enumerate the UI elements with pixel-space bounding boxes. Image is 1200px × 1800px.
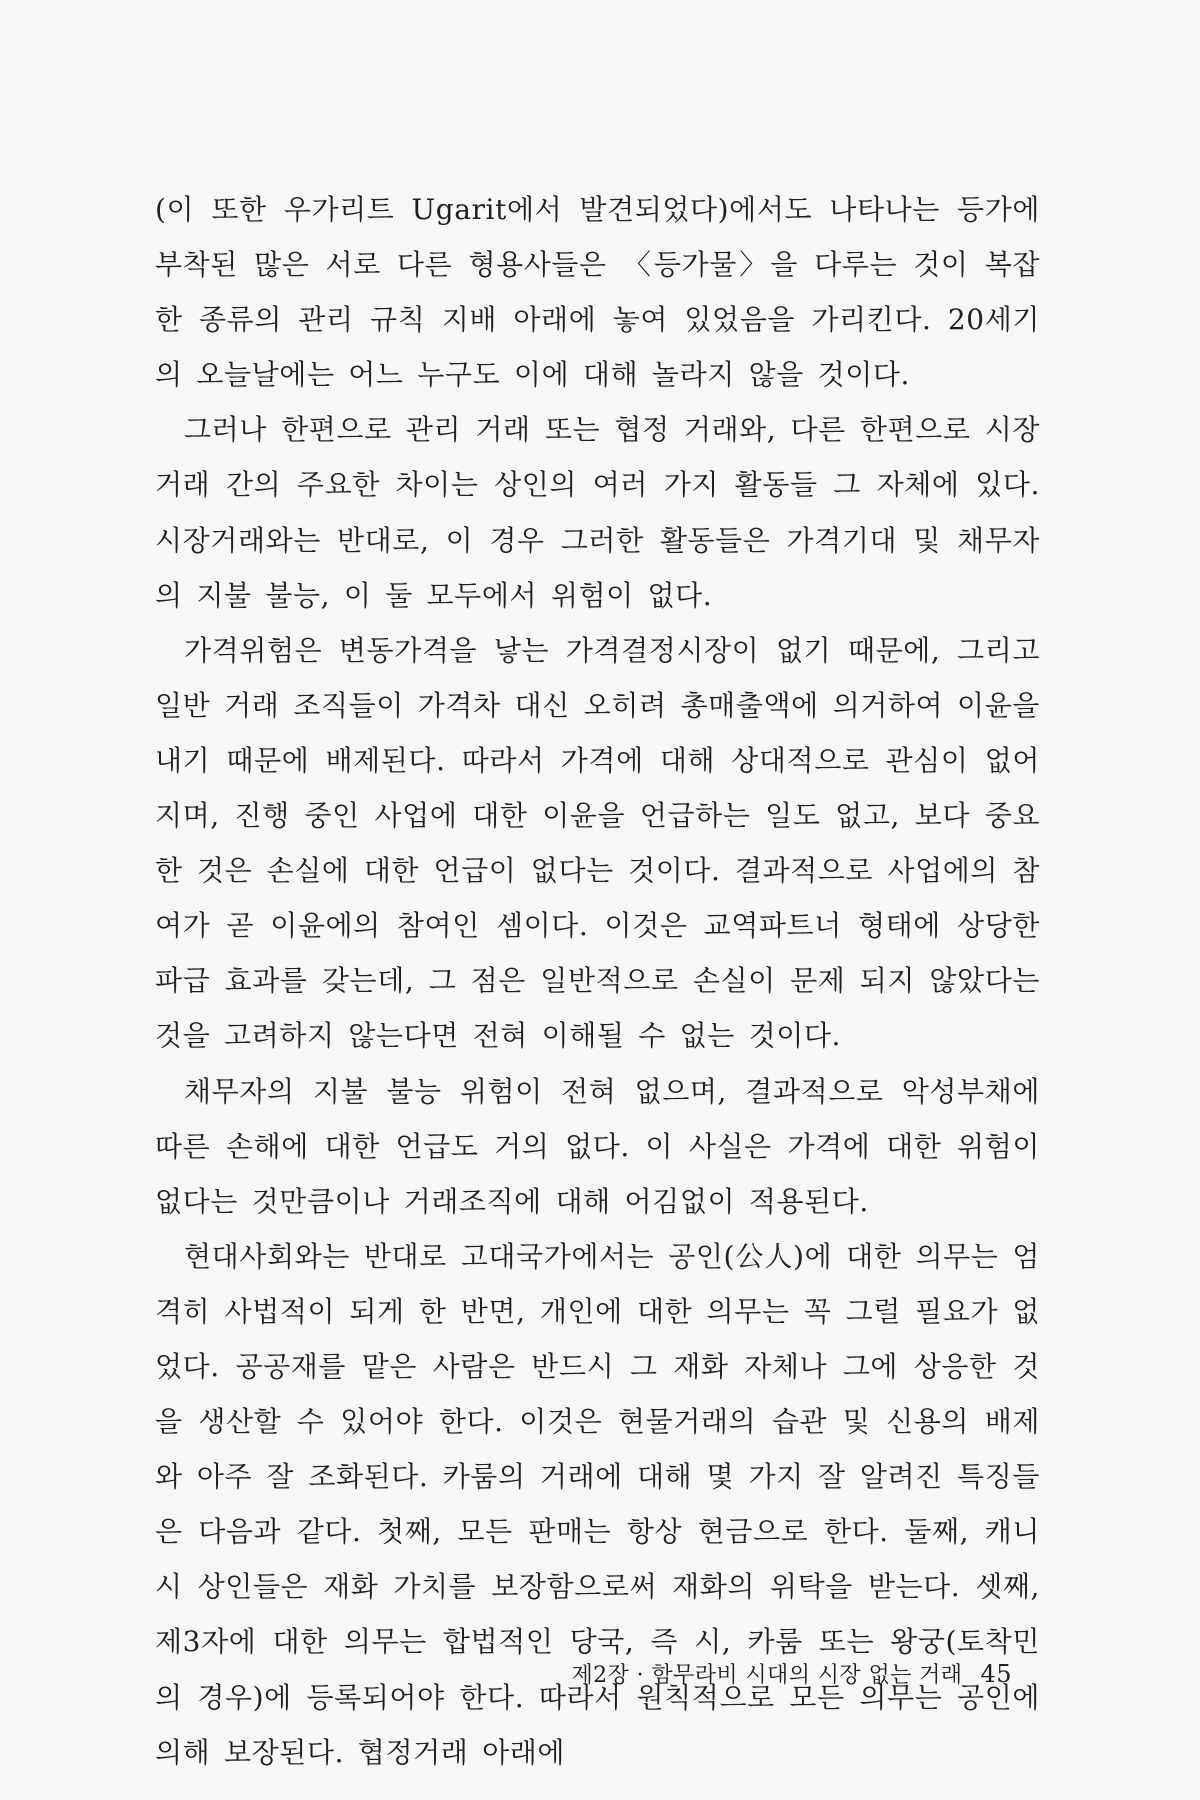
page-number: 45 [980,1660,1012,1688]
paragraph: 현대사회와는 반대로 고대국가에서는 공인(公人)에 대한 의무는 엄격히 사법적이 되게 한 반면, 개인에 대한 의무는 꼭 그럴 필요가 없었다. 공공재를 맡은 사람은 반드시 그 재화 자체나 그에 상응한 것을 생산할 수 있어야 한다. 이것은 현물거래의 습관 및 신용의 배제와 아주 잘 조화된다. 카룸의 거래에 대해 몇 가지 잘 알려진 특징들은 다음과 같다. 첫째, 모든 판매는 항상 현금으로 한다. 둘째, 캐니시 상인들은 재화 가치를 보장함으로써 재화의 위탁을 받는다. 셋째, 제3자에 대한 의무는 합법적인 당국, 즉 시, 카룸 또는 왕궁(토착민의 경우)에 등록되어야 한다. 따라서 원칙적으로 모든 의무는 공인에 의해 보장된다. 협정거래 아래에 [155,1239,1040,1769]
body-text [155,182,1040,1780]
paragraph: 그러나 한편으로 관리 거래 또는 협정 거래와, 다른 한편으로 시장거래 간의 주요한 차이는 상인의 여러 가지 활동들 그 자체에 있다. 시장거래와는 반대로, 이 경우 그러한 활동들은 가격기대 및 채무자의 지불 불능, 이 둘 모두에서 위험이 없다. [155,413,1040,612]
paragraph: 가격위험은 변동가격을 낳는 가격결정시장이 없기 때문에, 그리고 일반 거래 조직들이 가격차 대신 오히려 총매출액에 의거하여 이윤을 내기 때문에 배제된다. 따라서 가격에 대해 상대적으로 관심이 없어지며, 진행 중인 사업에 대한 이윤을 언급하는 일도 없고, 보다 중요한 것은 손실에 대한 언급이 없다는 것이다. 결과적으로 사업에의 참여가 곧 이윤에의 참여인 셈이다. 이것은 교역파트너 형태에 상당한 파급 효과를 갖는데, 그 점은 일반적으로 손실이 문제 되지 않았다는 것을 고려하지 않는다면 전혀 이해될 수 없는 것이다. [155,633,1040,1053]
running-head: 제2장 · 함무라비 시대의 시장 없는 거래 [571,1663,963,1688]
paragraph: 채무자의 지불 불능 위험이 전혀 없으며, 결과적으로 악성부채에 따른 손해에 대한 언급도 거의 없다. 이 사실은 가격에 대한 위험이 없다는 것만큼이나 거래조직에 대해 어김없이 적용된다. [155,1074,1040,1218]
paragraph-continuation: (이 또한 우가리트 Ugarit에서 발견되었다)에서도 나타나는 등가에 부착된 많은 서로 다른 형용사들은 〈등가물〉을 다루는 것이 복잡한 종류의 관리 규칙 지배 아래에 놓여 있었음을 가리킨다. 20세기의 오늘날에는 어느 누구도 이에 대해 놀라지 않을 것이다. [155,193,1040,392]
page-footer [532,1658,1012,1689]
